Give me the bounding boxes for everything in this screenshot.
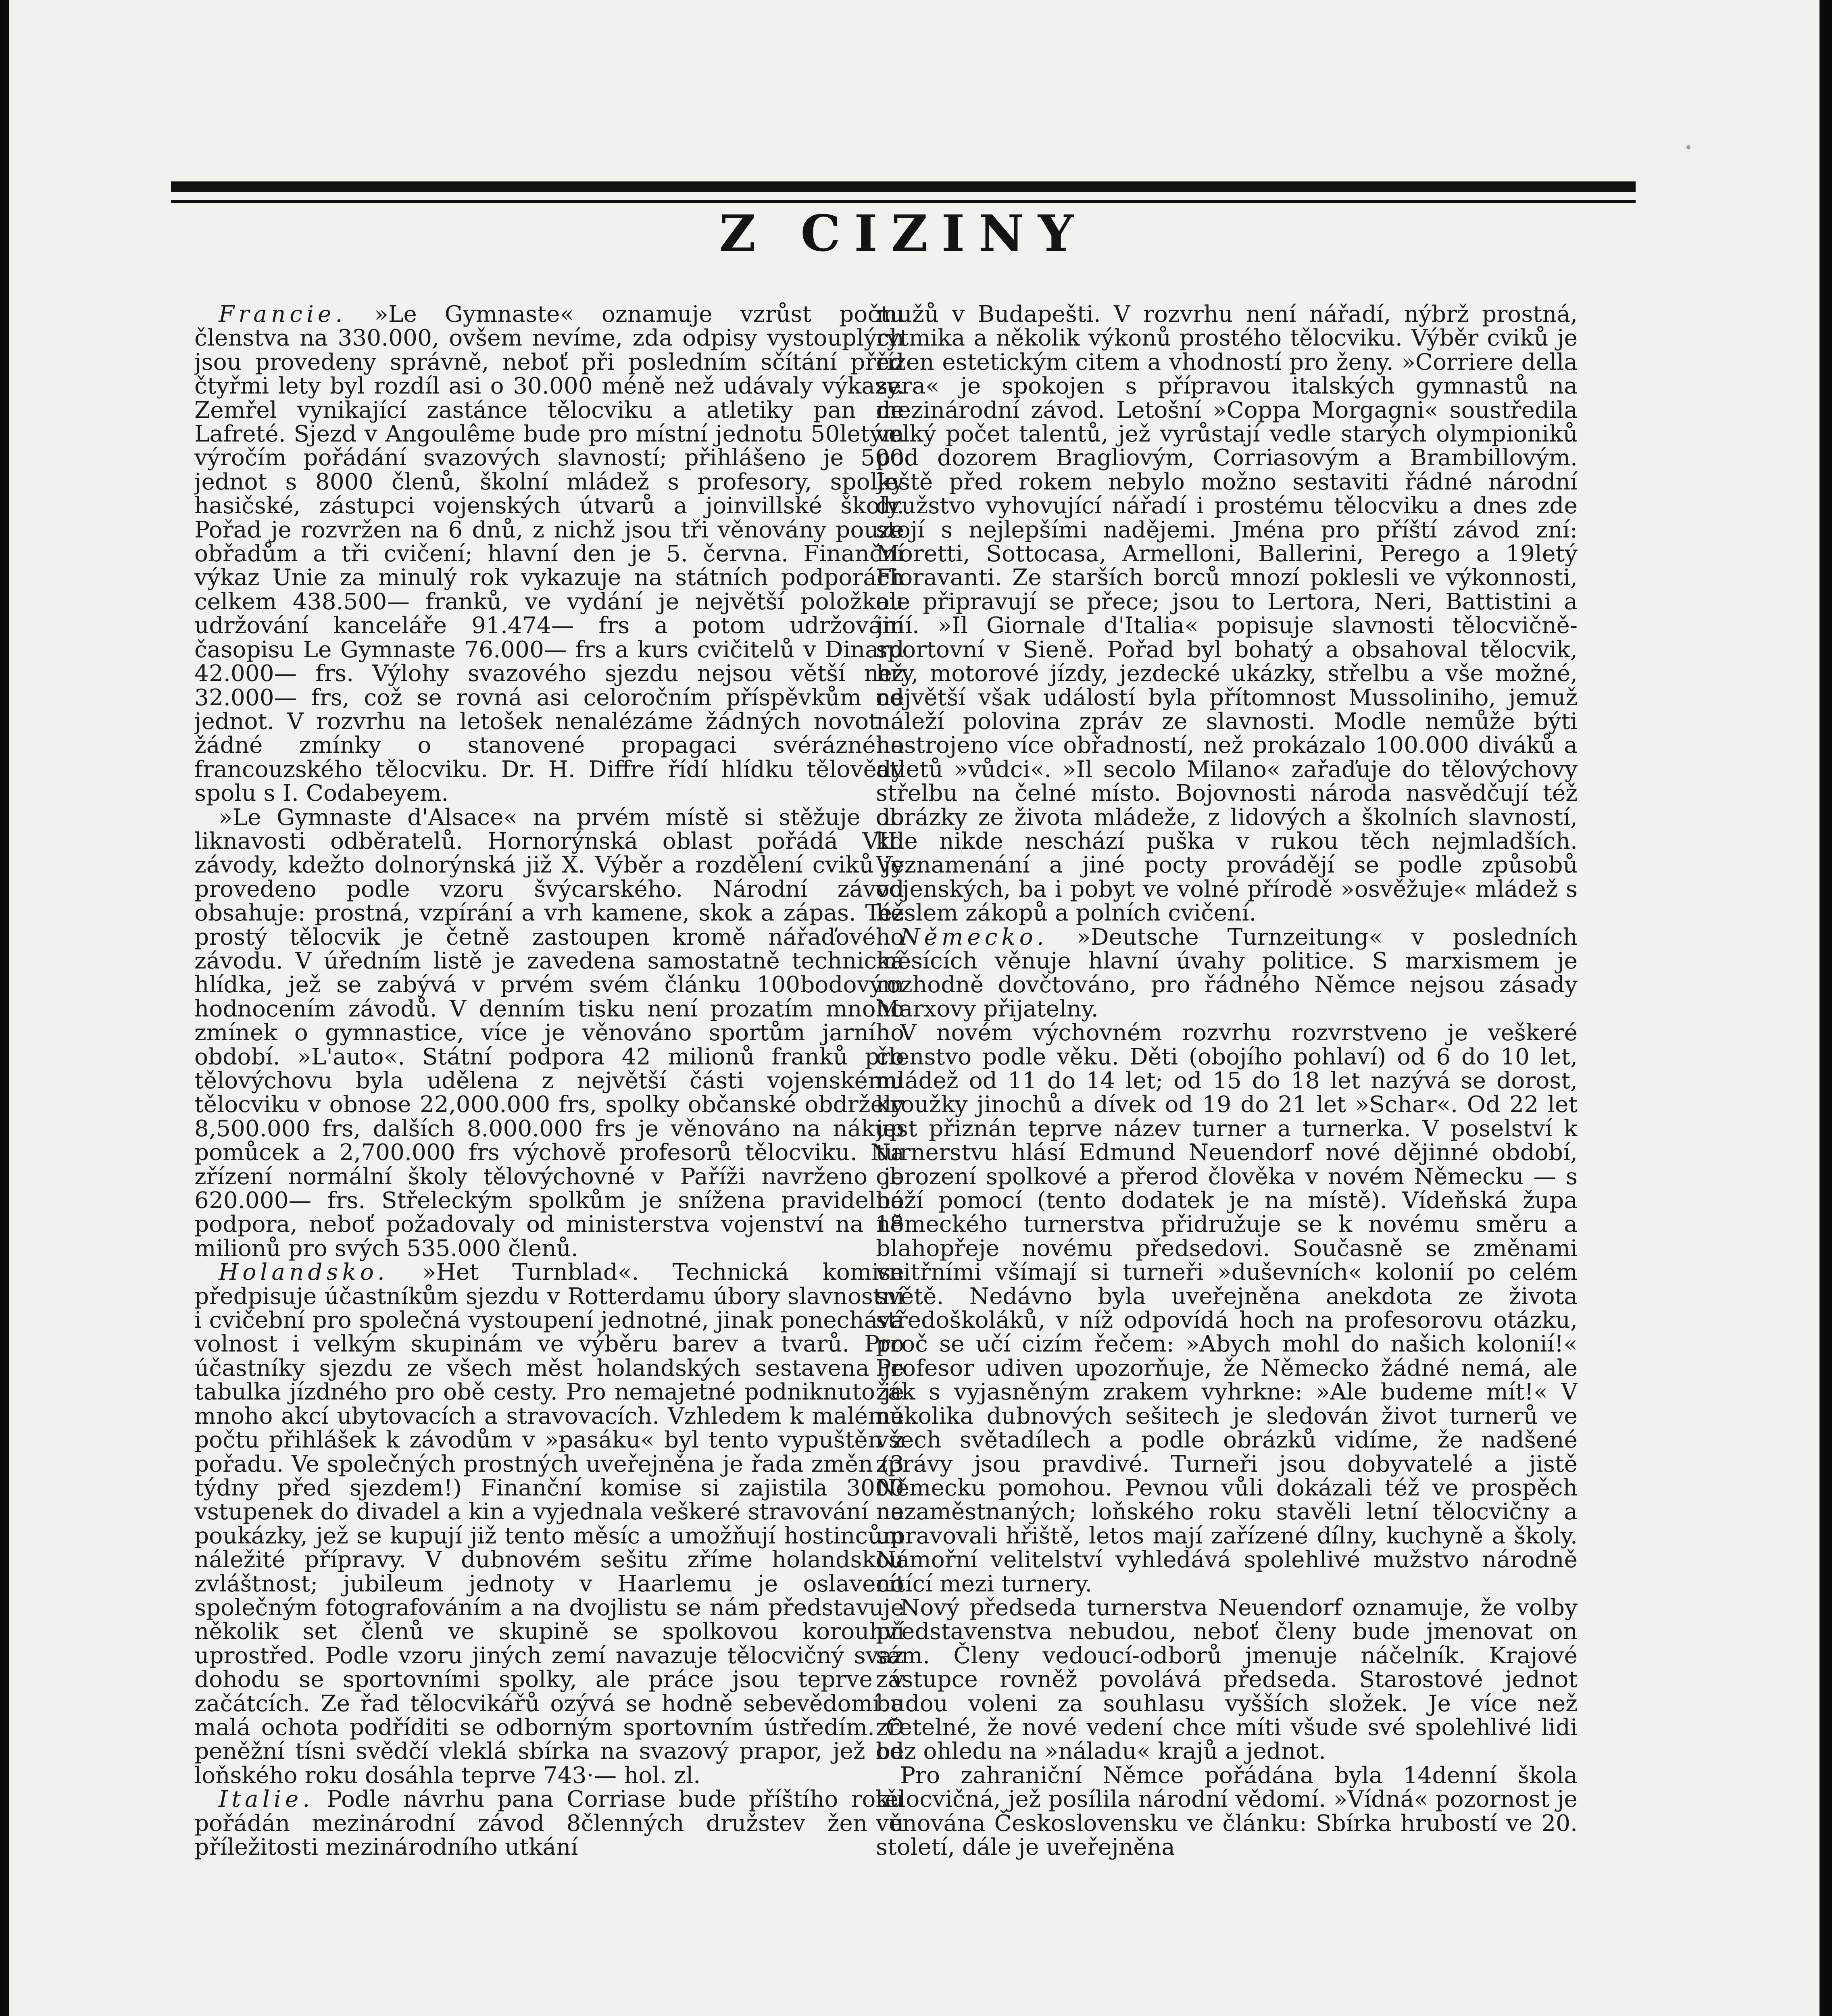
section-lead-nemecko: Německo. xyxy=(900,924,1048,950)
paragraph-gymnaste-alsace xyxy=(194,806,904,1261)
paragraph-text: mužů v Budapešti. V rozvrhu není nářadí, nýbrž prostná, rytmika a několik výkonů prostého tělocviku. Výběr cviků je řízen estetickým citem a vhodností pro ženy. »Corriere della sera« je spokojen s přípravou italských gymnastů na mezinárodní závod. Letošní »Coppa Morgagni« soustředila velký počet talentů, jež vyrůstají vedle starých olympioniků pod dozorem Bragliovým, Corriasovým a Brambillovým. Ještě před rokem nebylo možno sestaviti řádné národní družstvo vyhovující nářadí i prostému tělocviku a dnes zde stojí s nejlepšími nadějemi. Jména pro příští závod zní: Moretti, Sottocasa, Armelloni, Ballerini, Perego a 19letý Fioravanti. Ze starších borců mnozí poklesli ve výkonnosti, ale připravují se přece; jsou to Lertora, Neri, Battistini a jiní. »Il Giornale d'Italia« popisuje slavnosti tělocvičně-sportovní v Sieně. Pořad byl bohatý a obsahoval tělocvik, hry, motorové jízdy, jezdecké ukázky, střelbu a vše možné, největší však událostí byla přítomnost Mussoliniho, jemuž náleží polovina zpráv ze slavnosti. Modle nemůže býti nastrojeno více obřadností, než prokázalo 100.000 diváků a atletů »vůdci«. »Il secolo Milano« zařaďuje do tělovýchovy střelbu na čelné místo. Bojovnosti národa nasvědčují též obrázky ze života mládeže, z lidových a školních slavností, kde nikde neschází puška v rukou těch nejmladších. Vyznamenání a jiné pocty provádějí se podle způsobů vojenských, ba i pobyt ve volné přírodě »osvěžuje« mládež s heslem zákopů a polních cvičení. xyxy=(876,302,1578,927)
section-lead-holandsko: Holandsko. xyxy=(219,1259,389,1286)
right-column xyxy=(876,302,1578,2016)
section-lead-italie: Italie. xyxy=(219,1786,314,1813)
paragraph-zahranicni-nemce xyxy=(876,1764,1578,1860)
paragraph-francie xyxy=(194,302,904,806)
page-title: Z CIZINY xyxy=(719,204,1088,263)
paragraph-text: »Het Turnblad«. Technická komise předpisuje účastníkům sjezdu v Rotterdamu úbory slavnostní i cvičební pro společná vystoupení jednotné, jinak ponechává volnost i velkým skupinám ve výběru barev a tvarů. Pro účastníky sjezdu ze všech měst holandských sestavena je tabulka jízdného pro obě cesty. Pro nemajetné podniknuto je mnoho akcí ubytovacích a stravovacích. Vzhledem k malému počtu přihlášek k závodům v »pasáku« byl tento vypuštěn z pořadu. Ve společných prostných uveřejněna je řada změn (3 týdny před sjezdem!) Finanční komise si zajistila 3000 vstupenek do divadel a kin a vyjednala veškeré stravování na poukázky, jež se kupují již tento měsíc a umožňují hostincům náležité přípravy. V dubnovém sešitu zříme holandskou zvláštnost; jubileum jednoty v Haarlemu je oslaveno společným fotografováním a na dvojlistu se nám představuje několik set členů ve skupině se spolkovou korouhví uprostřed. Podle vzoru jiných zemí navazuje tělocvičný svaz dohodu se sportovními spolky, ale práce jsou teprve v začátcích. Ze řad tělocvikářů ozývá se hodně sebevědomí a malá ochota podříditi se odborným sportovním ústředím. O peněžní tísni svědčí vleklá sbírka na svazový prapor, jež od loňského roku dosáhla teprve 743·— hol. zl. xyxy=(194,1259,904,1789)
paragraph-text: »Deutsche Turnzeitung« v posledních měsících věnuje hlavní úvahy politice. S marxismem je rozhodně dovčtováno, pro řádného Němce nejsou zásady Marxovy přijatelny. xyxy=(876,924,1578,1022)
scan-speck xyxy=(1686,145,1690,149)
section-lead-francie: Francie. xyxy=(219,302,347,327)
paragraph-novy-predseda xyxy=(876,1596,1578,1764)
paragraph-text: Pro zahraniční Němce pořádána byla 14denní škola tělocvičná, jež posílila národní vědomí. »Vídná« pozornost je věnována Československu ve článku: Sbírka hrubostí ve 20. století, dále je uveřejněna xyxy=(876,1762,1578,1860)
paragraph-text: V novém výchovném rozvrhu rozvrstveno je veškeré členstvo podle věku. Děti (obojího pohlaví) od 6 do 10 let, mládež od 11 do 14 let; od 15 do 18 let nazývá se dorost, kroužky jinochů a dívek od 19 do 21 let »Schar«. Od 22 let jest přiznán teprve název turner a turnerka. V poselství k turnerstvu hlásí Edmund Neuendorf nové dějinné období, obrození spolkové a přerod člověka v novém Německu — s boží pomocí (tento dodatek je na místě). Vídeňská župa německého turnerstva přidružuje se k novému směru a blahopřeje novému předsedovi. Současně se změnami vnitřními všímají si turneři »duševních« kolonií po celém světě. Nedávno byla uveřejněna anekdota ze života středoškoláků, v níž odpovídá hoch na profesorovu otázku, proč se učí cizím řečem: »Abych mohl do našich kolonií!« Profesor udiven upozorňuje, že Německo žádné nemá, ale žák s vyjasněným zrakem vyhrkne: »Ale budeme mít!« V několika dubnových sešitech je sledován život turnerů ve všech světadílech a podle obrázků vidíme, že nadšené zprávy jsou pravdivé. Turneři jsou dobyvatelé a jistě Německu pomohou. Pevnou vůli dokázali též ve prospěch nezaměstnaných; loňského roku stavěli letní tělocvičny a upravovali hřiště, letos mají zařízené dílny, kuchyně a školy. Námořní velitelství vyhledává spolehlivé mužstvo národně cítící mezi turnery. xyxy=(876,1020,1578,1597)
paragraph-vychovny-rozvrh xyxy=(876,1021,1578,1596)
header-rule-thick xyxy=(171,181,1636,192)
paragraph-text: »Le Gymnaste d'Alsace« na prvém místě si stěžuje do liknavosti odběratelů. Hornorýnská oblast pořádá VII. závody, kdežto dolnorýnská již X. Výběr a rozdělení cviků je provedeno podle vzoru švýcarského. Národní závod obsahuje: prostná, vzpírání a vrh kamene, skok a zápas. Též prostý tělocvik je četně zastoupen kromě nářaďového závodu. V úředním listě je zavedena samostatně technická hlídka, jež se zabývá v prvém svém článku 100bodovým hodnocením závodů. V denním tisku není prozatím mnoho zmínek o gymnastice, více je věnováno sportům jarního období. »L'auto«. Státní podpora 42 milionů franků pro tělovýchovu byla udělena z největší části vojenskému tělocviku v obnose 22,000.000 frs, spolky občanské obdržely 8,500.000 frs, dalších 8.000.000 frs je věnováno na nákup pomůcek a 2,700.000 frs výchově profesorů tělocviku. Na zřízení normální školy tělovýchovné v Paříži navrženo je 620.000— frs. Střeleckým spolkům je snížena pravidelná podpora, neboť požadovaly od ministerstva vojenství na 18 milionů pro svých 535.000 členů. xyxy=(194,804,904,1262)
paragraph-text: »Le Gymnaste« oznamuje vzrůst počtu členstva na 330.000, ovšem nevíme, zda odpisy vystouplých jsou provedeny správně, neboť při posledním sčítání před čtyřmi lety byl rozdíl asi o 30.000 méně než udávaly výkazy. Zemřel vynikající zastánce tělocviku a atletiky pan de Lafreté. Sjezd v Angoulême bude pro místní jednotu 50letým výročím pořádání svazových slavností; přihlášeno je 500 jednot s 8000 členů, školní mládež s profesory, spolky hasičské, zástupci vojenských útvarů a joinvillské školy. Pořad je rozvržen na 6 dnů, z nichž jsou tři věnovány pouze obřadům a tři cvičení; hlavní den je 5. června. Finanční výkaz Unie za minulý rok vykazuje na státních podporách celkem 438.500— franků, ve vydání je největší položkou udržování kanceláře 91.474— frs a potom udržování časopisu Le Gymnaste 76.000— frs a kurs cvičitelů v Dinard 42.000— frs. Výlohy svazového sjezdu nejsou větší než 32.000— frs, což se rovná asi celoročním příspěvkům od jednot. V rozvrhu na letošek nenalézáme žádných novot a žádné zmínky o stanovené propagaci svérázného francouzského tělocviku. Dr. H. Diffre řídí hlídku tělovědy spolu s I. Codabeyem. xyxy=(194,302,904,807)
left-column xyxy=(194,302,904,2016)
paragraph-nemecko xyxy=(876,925,1578,1021)
paragraph-text: Nový předseda turnerstva Neuendorf oznamuje, že volby představenstva nebudou, neboť členy bude jmenovat on sám. Členy vedoucí-odborů jmenuje náčelník. Krajové zástupce rovněž povolává předseda. Starostové jednot budou voleni za souhlasu vyšších složek. Je více než zřetelné, že nové vedení chce míti všude své spolehlivé lidi bez ohledu na »náladu« krajů a jednot. xyxy=(876,1594,1578,1765)
page-sheet xyxy=(9,0,1819,2016)
paragraph-text: Podle návrhu pana Corriase bude příštího roku pořádán mezinárodní závod 8členných družstev žen u příležitosti mezinárodního utkání xyxy=(194,1786,904,1860)
paragraph-italie-continued xyxy=(876,302,1578,925)
paragraph-holandsko xyxy=(194,1260,904,1787)
paragraph-italie xyxy=(194,1787,904,1859)
